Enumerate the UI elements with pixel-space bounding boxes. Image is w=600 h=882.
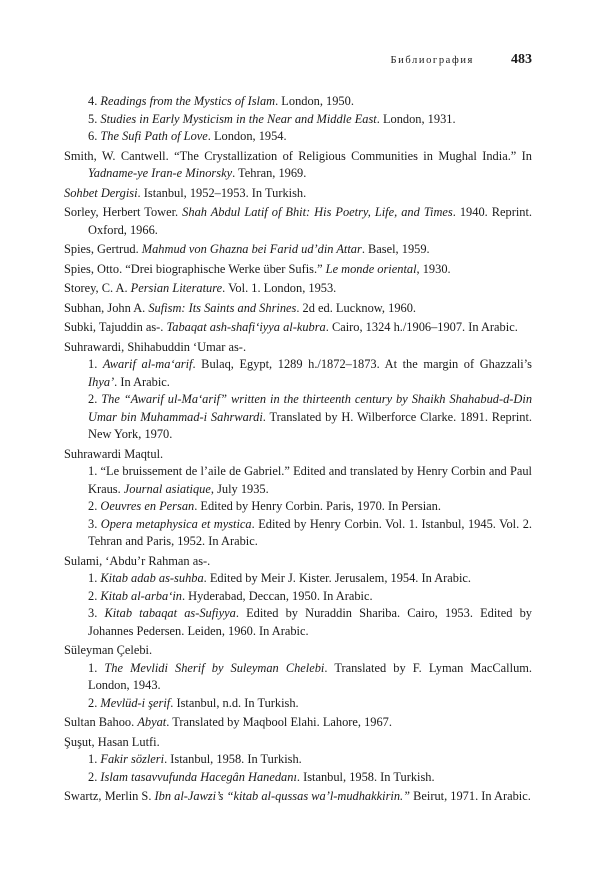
- bib-subentry: 2. The “Awarif ul-Ma‘arif” written in the thirteenth century by Shaikh Shahabud-d-Din Umar bin Muhammad-i Sahrwardi. Translated by H. Wilberforce Clarke. 1891. Reprint. New York, 1970.: [88, 392, 533, 441]
- bib-entry: Şuşut, Hasan Lutfi.: [64, 734, 160, 749]
- bib-subentry: 1. Kitab adab as-suhba. Edited by Meir J. Kister. Jerusalem, 1954. In Arabic.: [88, 571, 472, 585]
- bib-entry: Sorley, Herbert Tower. Shah Abdul Latif of Bhit: His Poetry, Life, and Times. 1940. Reprint. Oxford, 1966.: [64, 205, 533, 237]
- bib-entry: Subhan, John A. Sufism: Its Saints and Shrines. 2d ed. Lucknow, 1960.: [64, 300, 416, 315]
- bib-entry: Süleyman Çelebi.: [64, 643, 153, 657]
- bib-entry: Smith, W. Cantwell. “The Crystallization of Religious Communities in Mughal India.” In Yadname-ye Iran-e Minorsky. Tehran, 1969.: [64, 148, 532, 180]
- bib-entry: Storey, C. A. Persian Literature. Vol. 1. London, 1953.: [64, 281, 337, 295]
- bib-entry: Suhrawardi Maqtul.: [64, 446, 164, 461]
- running-head: [64, 52, 532, 72]
- bib-entry: Sulami, ‘Abdu’r Rahman as-.: [64, 553, 211, 568]
- bib-entry: Suhrawardi, Shihabuddin ‘Umar as-.: [64, 339, 247, 354]
- bib-entry: Spies, Otto. “Drei biographische Werke über Sufis.” Le monde oriental, 1930.: [64, 261, 451, 276]
- bib-entry: Sohbet Dergisi. Istanbul, 1952–1953. In Turkish.: [64, 185, 307, 200]
- bib-subentry: 2. Islam tasavvufunda Hacegân Hanedanı. Istanbul, 1958. In Turkish.: [88, 769, 435, 784]
- bib-subentry: 1. “Le bruissement de l’aile de Gabriel.” Edited and translated by Henry Corbin and Paul Kraus. Journal asiatique, July 1935.: [88, 464, 532, 496]
- running-head-title: Библиография: [390, 55, 474, 66]
- bib-subentry: 1. The Mevlidi Sherif by Suleyman Chelebi. Translated by F. Lyman MacCallum. London, 1943.: [88, 660, 533, 692]
- bib-subentry: 1. Awarif al-ma‘arif. Bulaq, Egypt, 1289 h./1872–1873. At the margin of Ghazzali’s Ihya’. In Arabic.: [88, 357, 533, 389]
- bib-entry: Subki, Tajuddin as-. Tabaqat ash-shafi‘iyya al-kubra. Cairo, 1324 h./1906–1907. In Arabic.: [64, 320, 518, 334]
- bib-subentry: 2. Oeuvres en Persan. Edited by Henry Corbin. Paris, 1970. In Persian.: [88, 499, 441, 513]
- bib-entry: Swartz, Merlin S. Ibn al-Jawzi’s “kitab al-qussas wa’l-mudhakkirin.” Beirut, 1971. In Arabic.: [64, 789, 531, 803]
- bib-entry: Spies, Gertrud. Mahmud von Ghazna bei Farid ud’din Attar. Basel, 1959.: [64, 242, 430, 256]
- bib-subentry: 3. Opera metaphysica et mystica. Edited by Henry Corbin. Vol. 1. Istanbul, 1945. Vol. 2. Tehran and Paris, 1952. In Arabic.: [88, 516, 532, 548]
- bib-entry: Sultan Bahoo. Abyat. Translated by Maqbool Elahi. Lahore, 1967.: [64, 715, 392, 729]
- bibliography-list: [64, 93, 532, 808]
- bib-subentry: 3. Kitab tabaqat as-Sufiyya. Edited by Nuraddin Shariba. Cairo, 1953. Edited by Johannes Pedersen. Leiden, 1960. In Arabic.: [88, 606, 532, 638]
- bib-subentry: 2. Kitab al-arba‘in. Hyderabad, Deccan, 1950. In Arabic.: [88, 588, 373, 603]
- bib-subentry: 6. The Sufi Path of Love. London, 1954.: [88, 129, 287, 143]
- page-number: 483: [511, 52, 532, 67]
- bib-subentry: 1. Fakir sözleri. Istanbul, 1958. In Turkish.: [88, 752, 302, 766]
- bib-subentry: 4. Readings from the Mystics of Islam. London, 1950.: [88, 94, 354, 108]
- bib-subentry: 2. Mevlüd-i şerif. Istanbul, n.d. In Turkish.: [88, 695, 299, 710]
- bib-subentry: 5. Studies in Early Mysticism in the Near and Middle East. London, 1931.: [88, 111, 456, 126]
